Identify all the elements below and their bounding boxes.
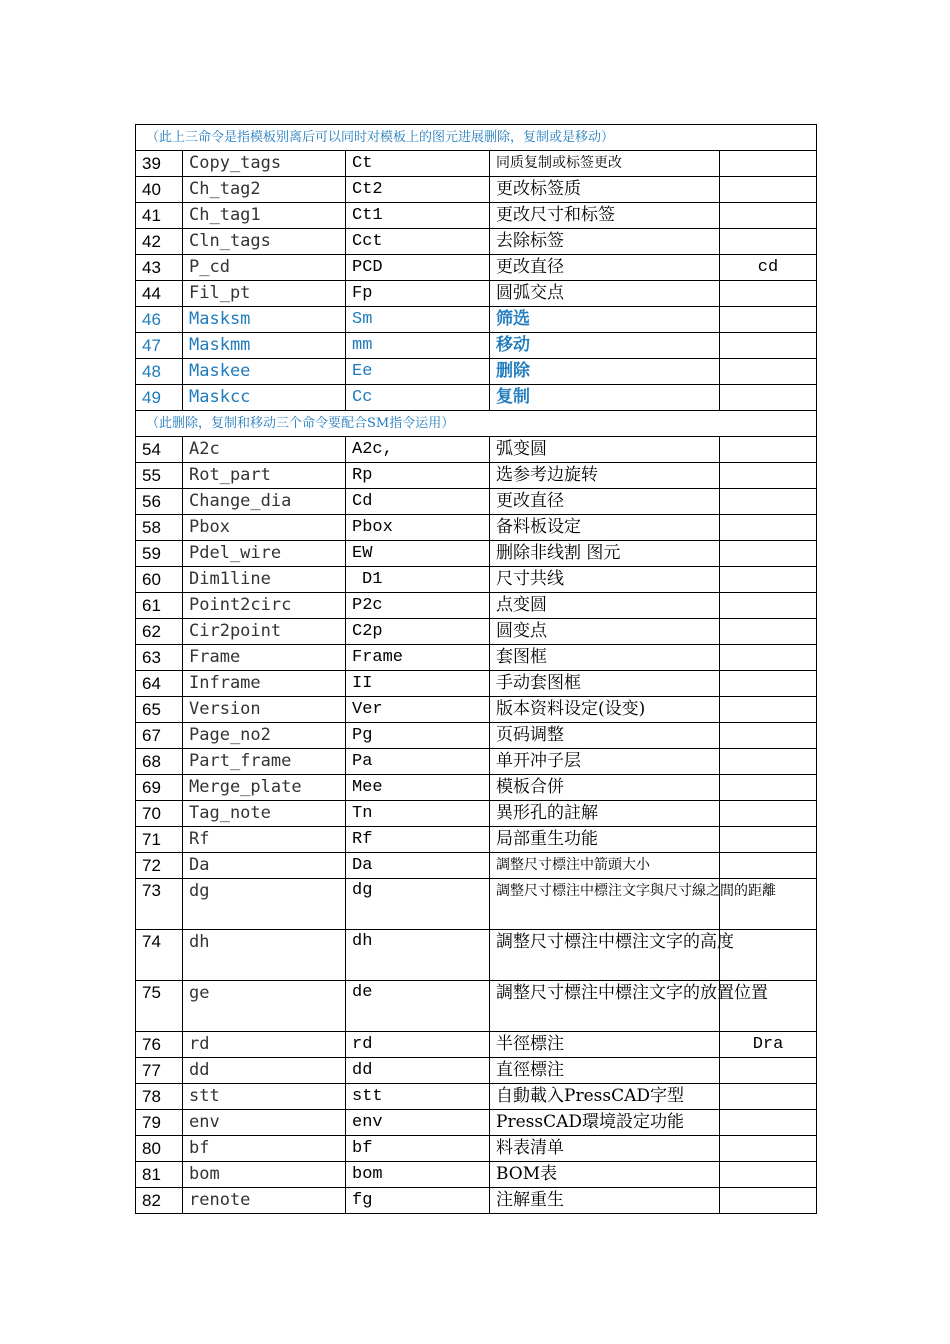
shortcut: D1 (346, 567, 490, 593)
description: 移动 (490, 333, 720, 359)
shortcut: Ver (346, 697, 490, 723)
command-name: dh (183, 930, 346, 981)
alias (720, 593, 817, 619)
command-name: Ch_tag2 (183, 177, 346, 203)
alias (720, 1084, 817, 1110)
row-number: 60 (136, 567, 183, 593)
description: 页码调整 (490, 723, 720, 749)
row-number: 44 (136, 281, 183, 307)
row-number: 75 (136, 981, 183, 1032)
table-row (136, 1084, 817, 1110)
description: 尺寸共线 (490, 567, 720, 593)
command-name: Tag_note (183, 801, 346, 827)
row-number: 81 (136, 1162, 183, 1188)
command-name: Point2circ (183, 593, 346, 619)
table-row (136, 853, 817, 879)
command-table (135, 124, 817, 1214)
alias (720, 203, 817, 229)
description: 同质复制或标签更改 (490, 151, 720, 177)
description: 手动套图框 (490, 671, 720, 697)
description: 異形孔的註解 (490, 801, 720, 827)
row-number: 69 (136, 775, 183, 801)
description: 模板合併 (490, 775, 720, 801)
table-row (136, 437, 817, 463)
alias (720, 359, 817, 385)
row-number: 48 (136, 359, 183, 385)
alias (720, 437, 817, 463)
command-name: Rf (183, 827, 346, 853)
shortcut: PCD (346, 255, 490, 281)
command-name: Version (183, 697, 346, 723)
table-row (136, 697, 817, 723)
description: 筛选 (490, 307, 720, 333)
shortcut: A2c, (346, 437, 490, 463)
shortcut: Pa (346, 749, 490, 775)
shortcut: Rp (346, 463, 490, 489)
row-number: 78 (136, 1084, 183, 1110)
command-name: Dim1line (183, 567, 346, 593)
alias (720, 385, 817, 411)
row-number: 68 (136, 749, 183, 775)
table-row (136, 801, 817, 827)
alias (720, 567, 817, 593)
shortcut: dh (346, 930, 490, 981)
shortcut: Tn (346, 801, 490, 827)
shortcut: Fp (346, 281, 490, 307)
row-number: 77 (136, 1058, 183, 1084)
shortcut: Cct (346, 229, 490, 255)
alias (720, 671, 817, 697)
description: 套图框 (490, 645, 720, 671)
note-row-top (136, 125, 817, 151)
shortcut: EW (346, 541, 490, 567)
description: 調整尺寸標注中標注文字的高度 (490, 930, 720, 981)
command-name: Part_frame (183, 749, 346, 775)
row-number: 82 (136, 1188, 183, 1214)
alias (720, 307, 817, 333)
table-row (136, 1136, 817, 1162)
alias (720, 515, 817, 541)
shortcut: Cd (346, 489, 490, 515)
description: 更改尺寸和标签 (490, 203, 720, 229)
row-number: 62 (136, 619, 183, 645)
command-name: renote (183, 1188, 346, 1214)
note-text: （此上三命令是指模板别离后可以同时对模板上的图元进展删除，复制或是移动） (136, 125, 817, 151)
description: 局部重生功能 (490, 827, 720, 853)
table-row (136, 723, 817, 749)
alias (720, 827, 817, 853)
command-name: Fil_pt (183, 281, 346, 307)
row-number: 39 (136, 151, 183, 177)
table-row (136, 827, 817, 853)
description: 更改直径 (490, 489, 720, 515)
description: 調整尺寸標注中標注文字與尺寸線之間的距離 (490, 879, 720, 930)
shortcut: Sm (346, 307, 490, 333)
table-row (136, 567, 817, 593)
table-row (136, 1162, 817, 1188)
shortcut: Ct (346, 151, 490, 177)
table-row (136, 981, 817, 1032)
row-number: 70 (136, 801, 183, 827)
table-row (136, 151, 817, 177)
row-number: 49 (136, 385, 183, 411)
alias (720, 853, 817, 879)
command-name: Maskmm (183, 333, 346, 359)
shortcut: Ct2 (346, 177, 490, 203)
shortcut: dd (346, 1058, 490, 1084)
table-row (136, 645, 817, 671)
shortcut: C2p (346, 619, 490, 645)
table-row (136, 489, 817, 515)
alias: Dra (720, 1032, 817, 1058)
table-row (136, 749, 817, 775)
table-row (136, 619, 817, 645)
row-number: 56 (136, 489, 183, 515)
alias (720, 1110, 817, 1136)
description: 弧变圆 (490, 437, 720, 463)
alias (720, 281, 817, 307)
description: 注解重生 (490, 1188, 720, 1214)
description: 版本资料设定(设变) (490, 697, 720, 723)
shortcut: Frame (346, 645, 490, 671)
command-name: Maskee (183, 359, 346, 385)
command-name: Cir2point (183, 619, 346, 645)
alias (720, 645, 817, 671)
shortcut: de (346, 981, 490, 1032)
description: 圆弧交点 (490, 281, 720, 307)
table-row (136, 593, 817, 619)
command-name: bom (183, 1162, 346, 1188)
command-name: Masksm (183, 307, 346, 333)
alias (720, 1188, 817, 1214)
shortcut: P2c (346, 593, 490, 619)
row-number: 42 (136, 229, 183, 255)
table-row (136, 359, 817, 385)
description: 复制 (490, 385, 720, 411)
shortcut: mm (346, 333, 490, 359)
shortcut: Pg (346, 723, 490, 749)
description: 去除标签 (490, 229, 720, 255)
command-name: Pdel_wire (183, 541, 346, 567)
row-number: 65 (136, 697, 183, 723)
row-number: 64 (136, 671, 183, 697)
command-name: dg (183, 879, 346, 930)
shortcut: Rf (346, 827, 490, 853)
alias (720, 177, 817, 203)
row-number: 46 (136, 307, 183, 333)
note-row-middle (136, 411, 817, 437)
table-row (136, 775, 817, 801)
shortcut: dg (346, 879, 490, 930)
row-number: 63 (136, 645, 183, 671)
shortcut: Cc (346, 385, 490, 411)
description: 选参考边旋转 (490, 463, 720, 489)
command-name: P_cd (183, 255, 346, 281)
alias (720, 229, 817, 255)
row-number: 80 (136, 1136, 183, 1162)
row-number: 40 (136, 177, 183, 203)
command-name: Ch_tag1 (183, 203, 346, 229)
alias (720, 489, 817, 515)
table-row (136, 281, 817, 307)
row-number: 71 (136, 827, 183, 853)
alias (720, 541, 817, 567)
shortcut: II (346, 671, 490, 697)
alias (720, 775, 817, 801)
table-row (136, 229, 817, 255)
row-number: 79 (136, 1110, 183, 1136)
alias (720, 801, 817, 827)
table-row (136, 671, 817, 697)
command-name: A2c (183, 437, 346, 463)
command-name: Page_no2 (183, 723, 346, 749)
command-name: env (183, 1110, 346, 1136)
row-number: 72 (136, 853, 183, 879)
description: 更改标签质 (490, 177, 720, 203)
table-row (136, 1188, 817, 1214)
description: 圆变点 (490, 619, 720, 645)
description: 半徑標注 (490, 1032, 720, 1058)
shortcut: Da (346, 853, 490, 879)
row-number: 55 (136, 463, 183, 489)
description: PressCAD環境設定功能 (490, 1110, 720, 1136)
command-name: rd (183, 1032, 346, 1058)
command-name: Rot_part (183, 463, 346, 489)
table-row (136, 1058, 817, 1084)
alias (720, 1058, 817, 1084)
description: 調整尺寸標注中標注文字的放置位置 (490, 981, 720, 1032)
table-row (136, 1110, 817, 1136)
row-number: 73 (136, 879, 183, 930)
command-name: Frame (183, 645, 346, 671)
description: 更改直径 (490, 255, 720, 281)
table-row (136, 1032, 817, 1058)
command-name: Da (183, 853, 346, 879)
table-row (136, 255, 817, 281)
command-name: Inframe (183, 671, 346, 697)
table-row (136, 879, 817, 930)
shortcut: bf (346, 1136, 490, 1162)
command-name: Change_dia (183, 489, 346, 515)
table-row (136, 515, 817, 541)
alias (720, 930, 817, 981)
command-name: Copy_tags (183, 151, 346, 177)
table-row (136, 385, 817, 411)
shortcut: fg (346, 1188, 490, 1214)
table-row (136, 307, 817, 333)
description: 調整尺寸標注中箭頭大小 (490, 853, 720, 879)
table-row (136, 203, 817, 229)
alias (720, 1136, 817, 1162)
row-number: 76 (136, 1032, 183, 1058)
command-name: Maskcc (183, 385, 346, 411)
row-number: 43 (136, 255, 183, 281)
description: 料表清单 (490, 1136, 720, 1162)
description: 直徑標注 (490, 1058, 720, 1084)
shortcut: Ee (346, 359, 490, 385)
alias (720, 463, 817, 489)
shortcut: Pbox (346, 515, 490, 541)
description: 自動載入PressCAD字型 (490, 1084, 720, 1110)
alias (720, 1162, 817, 1188)
alias (720, 749, 817, 775)
shortcut: bom (346, 1162, 490, 1188)
shortcut: stt (346, 1084, 490, 1110)
shortcut: Ct1 (346, 203, 490, 229)
table-row (136, 930, 817, 981)
alias (720, 697, 817, 723)
shortcut: rd (346, 1032, 490, 1058)
command-name: bf (183, 1136, 346, 1162)
description: 单开冲子层 (490, 749, 720, 775)
row-number: 61 (136, 593, 183, 619)
description: BOM表 (490, 1162, 720, 1188)
alias (720, 151, 817, 177)
description: 删除非线割 图元 (490, 541, 720, 567)
alias: cd (720, 255, 817, 281)
command-name: Merge_plate (183, 775, 346, 801)
description: 备料板设定 (490, 515, 720, 541)
table-row (136, 333, 817, 359)
row-number: 41 (136, 203, 183, 229)
table-row (136, 463, 817, 489)
command-name: Cln_tags (183, 229, 346, 255)
row-number: 74 (136, 930, 183, 981)
command-name: stt (183, 1084, 346, 1110)
shortcut: env (346, 1110, 490, 1136)
description: 点变圆 (490, 593, 720, 619)
note-text: （此删除，复制和移动三个命令要配合SM指令运用） (136, 411, 817, 437)
row-number: 54 (136, 437, 183, 463)
alias (720, 619, 817, 645)
alias (720, 723, 817, 749)
row-number: 58 (136, 515, 183, 541)
shortcut: Mee (346, 775, 490, 801)
command-name: dd (183, 1058, 346, 1084)
command-name: ge (183, 981, 346, 1032)
alias (720, 333, 817, 359)
table-row (136, 177, 817, 203)
command-name: Pbox (183, 515, 346, 541)
table-row (136, 541, 817, 567)
description: 删除 (490, 359, 720, 385)
row-number: 47 (136, 333, 183, 359)
row-number: 59 (136, 541, 183, 567)
row-number: 67 (136, 723, 183, 749)
